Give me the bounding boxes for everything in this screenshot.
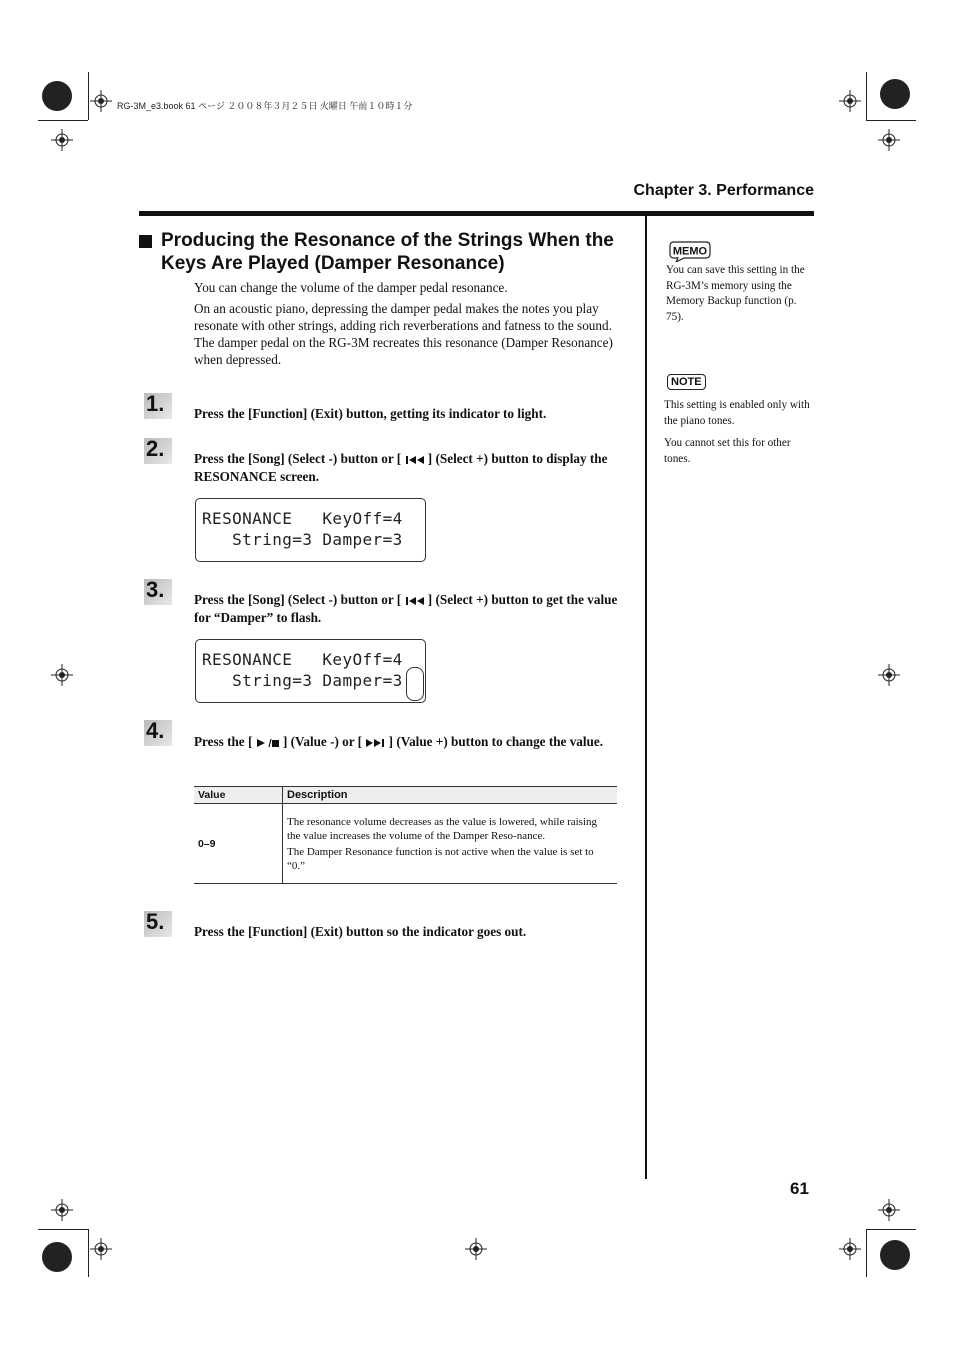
crosshair-icon xyxy=(51,664,73,686)
step-number: 3. xyxy=(140,579,172,609)
crosshair-icon xyxy=(878,129,900,151)
section-title: Producing the Resonance of the Strings When the Keys Are Played (Damper Resonance) xyxy=(161,230,614,274)
step-instruction: Press the [ ] (Value -) or [ ] (Value +) button to change the value. xyxy=(194,734,604,749)
previous-track-icon xyxy=(405,596,425,606)
lcd-display-flashing xyxy=(195,639,426,703)
step-number: 2. xyxy=(140,438,172,468)
crosshair-icon xyxy=(839,90,861,112)
lcd-line: RESONANCE KeyOff=4 xyxy=(202,650,403,669)
crosshair-icon xyxy=(878,664,900,686)
previous-track-icon xyxy=(405,455,425,465)
header-rule xyxy=(139,211,814,216)
crosshair-icon xyxy=(51,129,73,151)
step-number: 1. xyxy=(140,393,172,423)
step-instruction: Press the [Song] (Select -) button or [ ] (Select +) button to display the RESONANCE screen. xyxy=(194,451,608,484)
crosshair-icon xyxy=(878,1199,900,1221)
section-bullet-icon xyxy=(139,235,152,248)
lcd-line: String=3 Damper=3 xyxy=(202,530,403,549)
note-badge: NOTE xyxy=(667,374,706,390)
lcd-line: RESONANCE KeyOff=4 xyxy=(202,509,403,528)
table-header: Description xyxy=(283,787,618,804)
chapter-heading: Chapter 3. Performance xyxy=(633,182,814,199)
note-text: This setting is enabled only with the piano tones. xyxy=(664,399,810,427)
column-divider xyxy=(645,216,647,1179)
memo-text: You can save this setting in the RG-3M’s memory using the Memory Backup function (p. 75). xyxy=(666,264,805,323)
step-number: 4. xyxy=(140,720,172,750)
next-track-icon xyxy=(365,738,385,748)
memo-icon xyxy=(666,240,712,262)
file-info: RG-3M_e3.book 61 ページ ２００８年３月２５日 火曜日 午前１０時１分 xyxy=(117,101,413,111)
note-text: You cannot set this for other tones. xyxy=(664,437,791,465)
play-stop-icon xyxy=(256,738,280,748)
registration-star-icon xyxy=(42,81,72,111)
crosshair-icon xyxy=(51,1199,73,1221)
step-instruction: Press the [Function] (Exit) button so the indicator goes out. xyxy=(194,924,527,939)
crosshair-icon xyxy=(465,1238,487,1260)
value-table xyxy=(194,786,617,884)
crosshair-icon xyxy=(839,1238,861,1260)
table-cell-value: 0–9 xyxy=(194,804,283,884)
table-row xyxy=(194,804,617,884)
step-instruction: Press the [Song] (Select -) button or [ ] (Select +) button to get the value for “Damper” to flash. xyxy=(194,592,618,625)
step-instruction: Press the [Function] (Exit) button, getting its indicator to light. xyxy=(194,406,547,421)
flash-highlight xyxy=(406,667,424,701)
step-number: 5. xyxy=(140,911,172,941)
intro-paragraph: On an acoustic piano, depressing the damper pedal makes the notes you play resonate with other strings, adding rich reverberations and fatness to the sound. The damper pedal on the RG-3M recreates this resonance (Damper Resonance) when depressed. xyxy=(194,301,613,367)
lcd-line: String=3 Damper=3 xyxy=(202,671,403,690)
intro-paragraph: You can change the volume of the damper pedal resonance. xyxy=(194,280,508,295)
svg-text:MEMO: MEMO xyxy=(672,245,708,258)
crosshair-icon xyxy=(90,1238,112,1260)
registration-star-icon xyxy=(880,79,910,109)
registration-star-icon xyxy=(880,1240,910,1270)
lcd-display xyxy=(195,498,426,562)
page-number: 61 xyxy=(790,1179,809,1198)
table-header: Value xyxy=(194,787,283,804)
table-cell-description: The resonance volume decreases as the value is lowered, while raising the value increases the volume of the Damper Reso-nance. The Damper Resonance function is not active when the value is set to “0.” xyxy=(283,804,618,884)
registration-star-icon xyxy=(42,1242,72,1272)
crosshair-icon xyxy=(90,90,112,112)
